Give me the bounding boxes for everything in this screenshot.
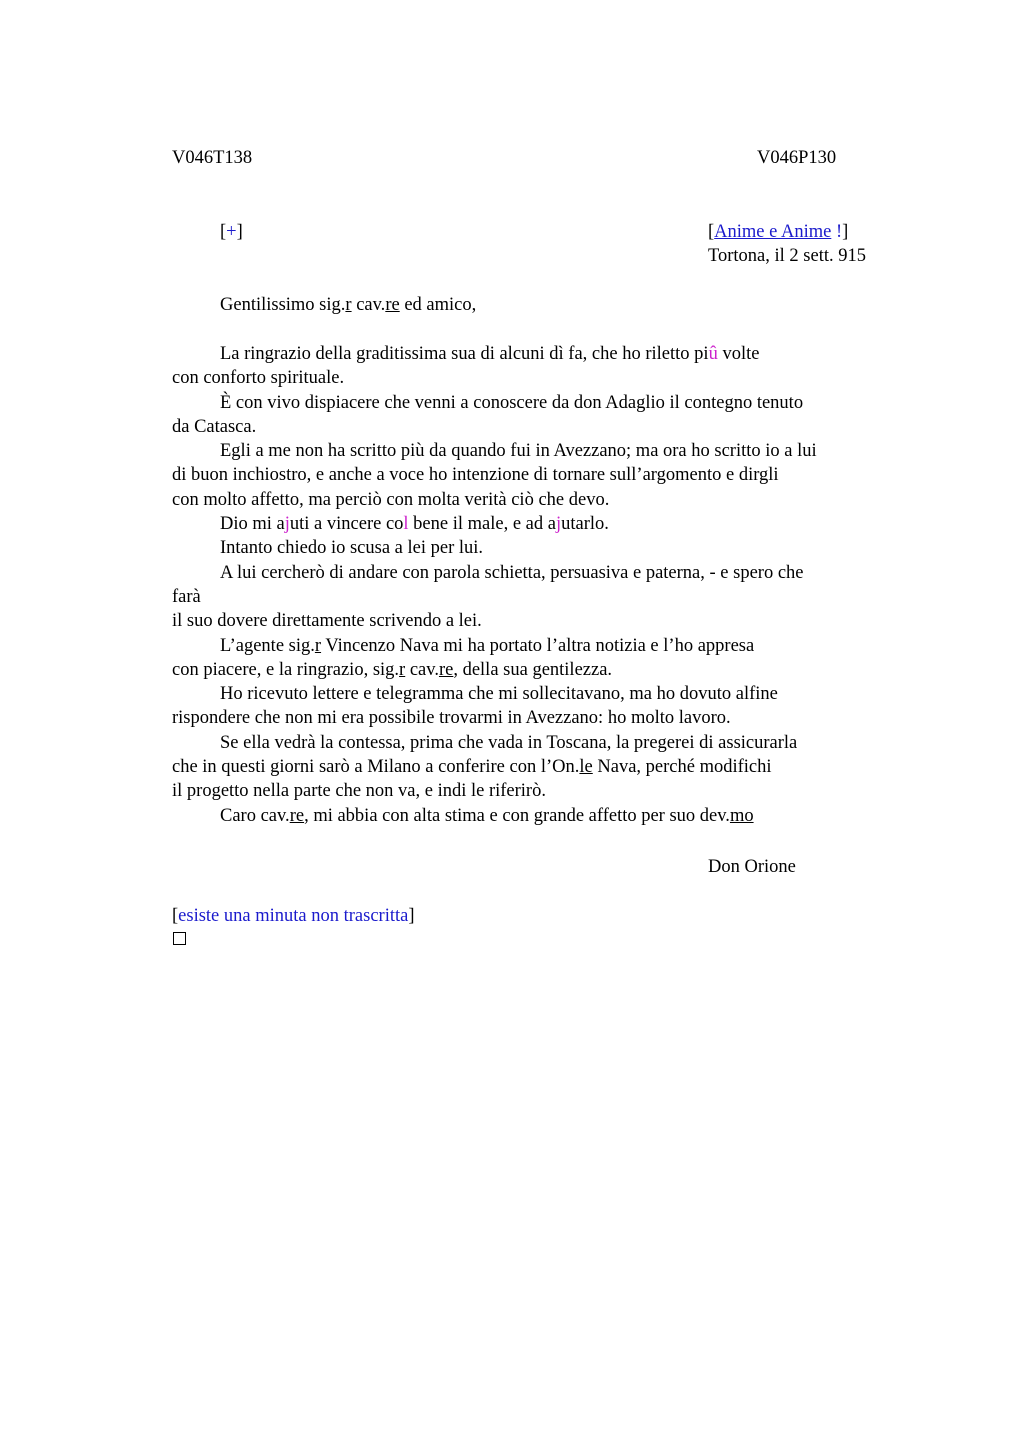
abbrev-superscript: le	[579, 757, 593, 778]
text-run: Nava, perché modifichi	[592, 757, 772, 778]
text-run: Vincenzo Nava mi ha portato l’altra notizia e l’ho appresa	[321, 635, 755, 656]
text-run: , della sua gentilezza.	[453, 659, 613, 680]
greeting-text: cav.	[351, 295, 386, 315]
text-run: , mi abbia con alta stima e con grande affetto per suo dev.	[304, 805, 730, 826]
text-run: il suo dovere direttamente scrivendo a lei.	[172, 611, 482, 632]
bracket-close: ]	[408, 906, 415, 926]
editorial-correction: û	[708, 344, 718, 364]
letter-body	[172, 342, 902, 828]
abbrev-superscript: re	[438, 659, 454, 680]
text-run: Dio mi a	[220, 514, 285, 535]
text-run: Caro cav.	[220, 805, 290, 826]
text-run: utarlo.	[561, 514, 609, 535]
text-run: farà	[172, 586, 201, 607]
place-date: Tortona, il 2 sett. 915	[708, 246, 866, 266]
abbrev-superscript: r	[399, 659, 406, 680]
editorial-correction: j	[284, 514, 290, 535]
text-run: con molto affetto, ma perciò con molta verità ciò che devo.	[172, 489, 610, 510]
text-run: cav.	[405, 659, 439, 680]
signature: Don Orione	[708, 857, 796, 877]
text-run: Ho ricevuto lettere e telegramma che mi sollecitavano, ma ho dovuto alfine	[220, 684, 778, 705]
paragraph-8	[172, 682, 902, 731]
empty-square-icon	[173, 932, 186, 945]
editorial-correction: l	[403, 514, 409, 535]
bracket-close: ]	[236, 222, 243, 242]
note-text[interactable]: esiste una minuta non trascritta	[178, 906, 409, 926]
title-annotation	[708, 220, 848, 244]
text-run: Se ella vedrà la contessa, prima che vada in Toscana, la pregerei di assicurarla	[220, 732, 798, 753]
paragraph-7	[172, 634, 902, 683]
text-run: È con vivo dispiacere che venni a conoscere da don Adaglio il contegno tenuto	[220, 392, 804, 413]
text-run: con piacere, e la ringrazio, sig.	[172, 659, 400, 680]
text-run: volte	[717, 344, 760, 364]
text-run: che in questi giorni sarò a Milano a conferire con l’On.	[172, 757, 580, 778]
bracket-open: [	[172, 906, 179, 926]
bracket-close: ]	[842, 222, 849, 242]
abbrev-superscript: r	[314, 635, 322, 656]
text-run: La ringrazio della graditissima sua di alcuni dì fa, che ho riletto pi	[220, 344, 709, 364]
text-run: uti a vincere co	[289, 514, 404, 535]
text-run: con conforto spirituale.	[172, 368, 345, 389]
text-run: A lui cercherò di andare con parola schietta, persuasiva e paterna, - e spero che	[220, 562, 804, 583]
text-run: L’agente sig.	[220, 635, 315, 656]
editorial-correction: j	[555, 514, 562, 535]
paragraph-5: Intanto chiedo io scusa a lei per lui.	[220, 538, 484, 559]
expand-annotation[interactable]	[220, 220, 243, 244]
abbrev-superscript: re	[385, 295, 400, 315]
abbrev-superscript: r	[345, 295, 352, 315]
document-code-left: V046T138	[172, 148, 253, 168]
plus-icon[interactable]: +	[226, 222, 237, 242]
abbrev-superscript: mo	[729, 805, 754, 826]
exclamation-mark: !	[835, 222, 843, 242]
paragraph-1	[172, 342, 902, 391]
text-run: rispondere che non mi era possibile trovarmi in Avezzano: ho molto lavoro.	[172, 708, 731, 729]
bracket-open: [	[220, 222, 227, 242]
paragraph-4	[172, 512, 902, 536]
paragraph-3	[172, 439, 902, 512]
paragraph-9	[172, 731, 902, 804]
anime-e-anime-link[interactable]: Anime e Anime	[714, 222, 832, 242]
text-run: il progetto nella parte che non va, e indi le riferirò.	[172, 781, 546, 802]
page-code-right: V046P130	[757, 148, 837, 168]
text-run: di buon inchiostro, e anche a voce ho intenzione di tornare sull’argomento e dirgli	[172, 465, 779, 486]
editorial-note	[172, 904, 415, 928]
greeting-text: ed amico,	[399, 295, 477, 315]
text-run: Egli a me non ha scritto più da quando fui in Avezzano; ma ora ho scritto io a lui	[220, 441, 817, 462]
text-run: da Catasca.	[172, 416, 257, 437]
text-run: bene il male, e ad a	[408, 514, 556, 535]
paragraph-6	[172, 561, 902, 634]
paragraph-10	[172, 804, 902, 828]
bracket-open: [	[708, 222, 715, 242]
abbrev-superscript: re	[289, 805, 305, 826]
paragraph-2	[172, 391, 902, 440]
greeting-text: Gentilissimo sig.	[220, 295, 346, 315]
letter-greeting	[220, 293, 476, 317]
